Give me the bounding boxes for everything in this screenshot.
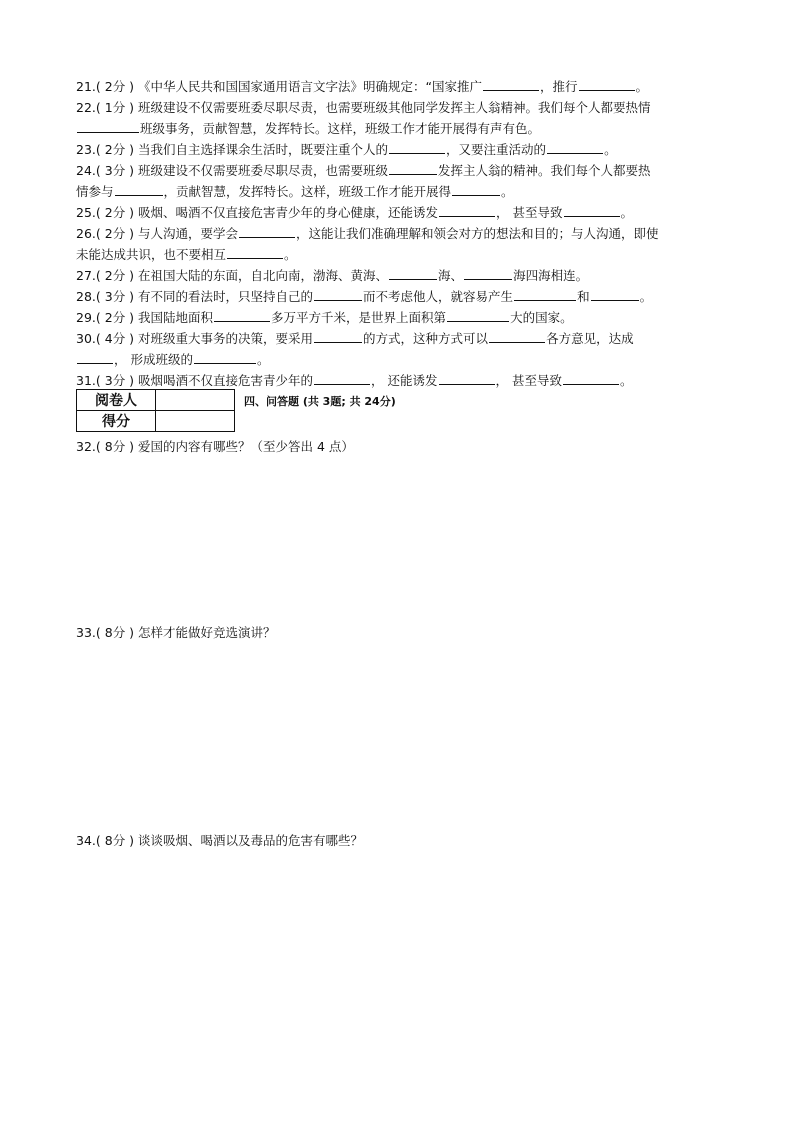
grader-cell[interactable] — [156, 390, 235, 411]
question-score: ( 3分 ) — [95, 289, 135, 304]
answer-blank[interactable] — [314, 288, 362, 301]
question-number: 33. — [76, 625, 96, 640]
question-score: ( 2分 ) — [95, 268, 135, 283]
question-text: 海、 — [438, 268, 464, 283]
question-number: 28. — [76, 289, 96, 304]
answer-blank[interactable] — [563, 372, 619, 385]
question-22 — [76, 97, 726, 139]
answer-area-32[interactable] — [76, 460, 726, 620]
question-text: 。 — [635, 79, 649, 94]
question-27 — [76, 265, 726, 286]
question-text: 班级建设不仅需要班委尽职尽责，也需要班级其他同学发挥主人翁精神。我们每个人都要热情 — [138, 100, 651, 115]
question-score: ( 2分 ) — [95, 205, 135, 220]
question-text: 。 — [620, 205, 634, 220]
question-number: 34. — [76, 833, 96, 848]
question-score: ( 8分 ) — [95, 833, 135, 848]
answer-blank[interactable] — [452, 183, 500, 196]
question-number: 30. — [76, 331, 96, 346]
question-text: 。 — [501, 184, 514, 199]
answer-blank[interactable] — [77, 351, 113, 364]
question-text: 怎样才能做好竞选演讲？ — [138, 625, 276, 640]
answer-blank[interactable] — [389, 162, 437, 175]
question-text: 我国陆地面积 — [138, 310, 214, 325]
question-text: 当我们自主选择课余生活时，既要注重个人的 — [138, 142, 389, 157]
answer-blank[interactable] — [77, 120, 139, 133]
question-text: 爱国的内容有哪些？（至少答出 4 点） — [138, 439, 354, 454]
question-31 — [76, 370, 726, 391]
answer-blank[interactable] — [489, 330, 545, 343]
answer-blank[interactable] — [483, 78, 539, 91]
question-number: 32. — [76, 439, 96, 454]
question-text: 海四海相连。 — [513, 268, 589, 283]
question-text: ，又要注重活动的 — [446, 142, 547, 157]
question-number: 27. — [76, 268, 96, 283]
question-number: 25. — [76, 205, 96, 220]
grader-label: 阅卷人 — [77, 390, 156, 411]
question-33 — [76, 622, 726, 643]
question-text: 多万平方千米，是世界上面积第 — [271, 310, 447, 325]
answer-blank[interactable] — [514, 288, 576, 301]
answer-blank[interactable] — [389, 267, 437, 280]
section-title: 四、问答题 (共 3题; 共 24分) — [244, 395, 396, 408]
answer-area-33[interactable] — [76, 646, 726, 826]
answer-blank[interactable] — [591, 288, 639, 301]
question-30 — [76, 328, 726, 370]
answer-blank[interactable] — [227, 246, 283, 259]
answer-blank[interactable] — [115, 183, 163, 196]
question-number: 22. — [76, 100, 96, 115]
answer-blank[interactable] — [389, 141, 445, 154]
question-score: ( 8分 ) — [95, 439, 135, 454]
answer-blank[interactable] — [314, 372, 370, 385]
question-23 — [76, 139, 726, 160]
question-text: 。 — [284, 247, 297, 262]
answer-blank[interactable] — [464, 267, 512, 280]
question-text: 班级事务，贡献智慧，发挥特长。这样，班级工作才能开展得有声有色。 — [140, 121, 541, 136]
question-text: 和 — [577, 289, 590, 304]
question-text: ， 形成班级的 — [114, 352, 193, 367]
answer-blank[interactable] — [579, 78, 635, 91]
question-number: 29. — [76, 310, 96, 325]
question-25 — [76, 202, 726, 223]
question-text: 吸烟、喝酒不仅直接危害青少年的身心健康，还能诱发 — [138, 205, 439, 220]
score-cell[interactable] — [156, 411, 235, 432]
answer-blank[interactable] — [564, 204, 620, 217]
question-score: ( 8分 ) — [95, 625, 135, 640]
score-table — [76, 389, 235, 432]
question-text: 与人沟通，要学会 — [138, 226, 239, 241]
question-text: ，贡献智慧，发挥特长。这样，班级工作才能开展得 — [163, 184, 452, 199]
question-21 — [76, 76, 726, 97]
question-number: 23. — [76, 142, 96, 157]
question-text: 。 — [256, 352, 270, 367]
question-text: 大的国家。 — [510, 310, 573, 325]
question-score: ( 2分 ) — [95, 79, 135, 94]
score-label: 得分 — [77, 411, 156, 432]
question-text: ， 甚至导致 — [495, 373, 563, 388]
question-text: 吸烟喝酒不仅直接危害青少年的 — [138, 373, 314, 388]
question-score: ( 2分 ) — [95, 310, 135, 325]
answer-blank[interactable] — [194, 351, 256, 364]
question-28 — [76, 286, 726, 307]
answer-blank[interactable] — [439, 372, 495, 385]
question-text: 的方式，这种方式可以 — [363, 331, 489, 346]
question-32 — [76, 436, 726, 457]
question-text: ， 还能诱发 — [371, 373, 438, 388]
question-text: 各方意见，达成 — [546, 331, 634, 346]
question-text: 有不同的看法时，只坚持自己的 — [138, 289, 314, 304]
question-text: 谈谈吸烟、喝酒以及毒品的危害有哪些？ — [138, 833, 364, 848]
question-score: ( 2分 ) — [95, 226, 135, 241]
answer-blank[interactable] — [239, 225, 295, 238]
question-24 — [76, 160, 726, 202]
question-text: 对班级重大事务的决策，要采用 — [138, 331, 314, 346]
answer-blank[interactable] — [547, 141, 603, 154]
question-text: 。 — [639, 289, 653, 304]
question-text: 《中华人民共和国国家通用语言文字法》明确规定：“国家推广 — [138, 79, 483, 94]
question-number: 31. — [76, 373, 96, 388]
question-text: 而不考虑他人，就容易产生 — [363, 289, 514, 304]
question-number: 26. — [76, 226, 96, 241]
question-text: 。 — [604, 142, 617, 157]
question-score: ( 1分 ) — [95, 100, 135, 115]
question-text: 情参与 — [76, 184, 114, 199]
question-text: 。 — [620, 373, 633, 388]
question-text: 班级建设不仅需要班委尽职尽责，也需要班级 — [138, 163, 389, 178]
question-text: 发挥主人翁的精神。我们每个人都要热 — [438, 163, 651, 178]
question-text: ，推行 — [540, 79, 578, 94]
question-29 — [76, 307, 726, 328]
question-text: ，这能让我们准确理解和领会对方的想法和目的；与人沟通，即使 — [296, 226, 659, 241]
question-number: 24. — [76, 163, 96, 178]
question-34 — [76, 830, 726, 851]
question-text: ， 甚至导致 — [496, 205, 563, 220]
question-text: 在祖国大陆的东面，自北向南，渤海、黄海、 — [138, 268, 389, 283]
question-number: 21. — [76, 79, 96, 94]
question-score: ( 2分 ) — [95, 142, 135, 157]
answer-blank[interactable] — [447, 309, 509, 322]
answer-blank[interactable] — [439, 204, 495, 217]
question-score: ( 4分 ) — [95, 331, 135, 346]
answer-area-34[interactable] — [76, 854, 726, 1074]
answer-blank[interactable] — [314, 330, 362, 343]
answer-blank[interactable] — [214, 309, 270, 322]
question-score: ( 3分 ) — [95, 163, 135, 178]
question-26 — [76, 223, 726, 265]
question-text: 未能达成共识，也不要相互 — [76, 247, 227, 262]
question-score: ( 3分 ) — [95, 373, 135, 388]
